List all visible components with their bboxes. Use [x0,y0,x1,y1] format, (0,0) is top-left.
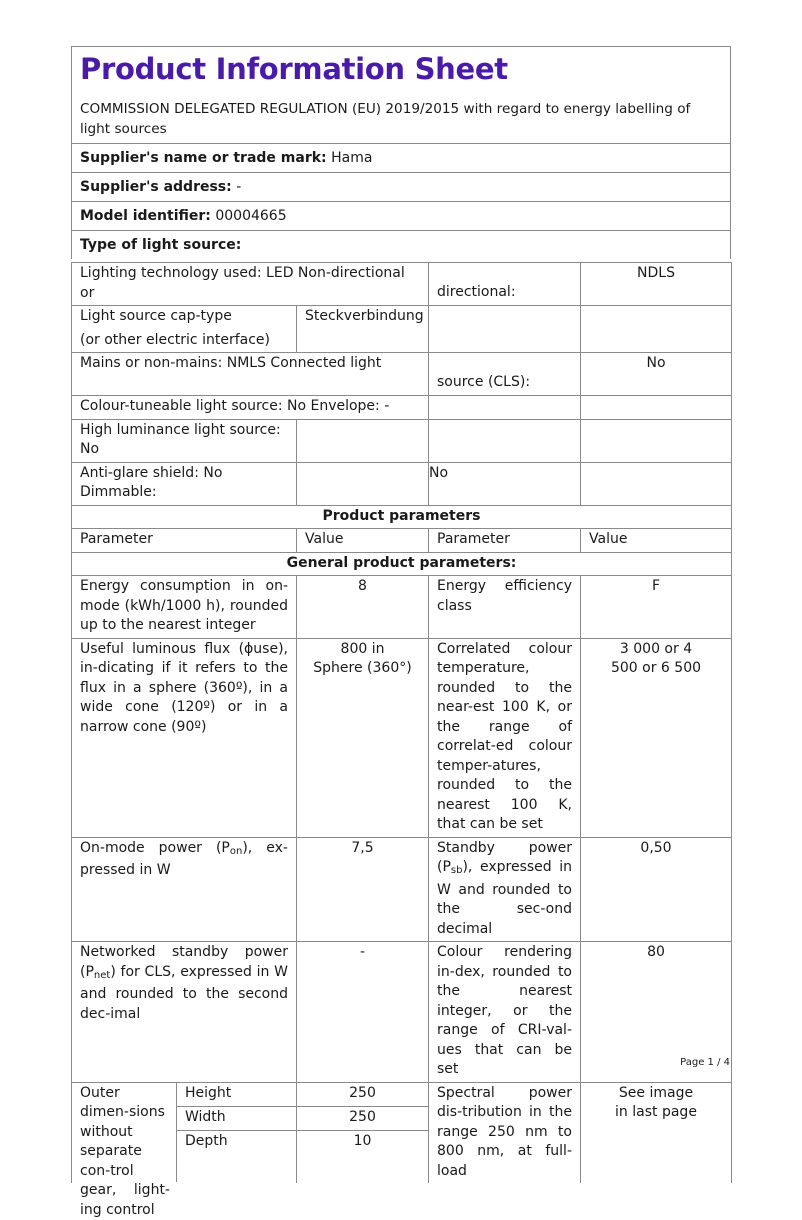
type-row [72,230,730,259]
cri-label: Colour rendering in-dex, rounded to the nearest integer, or the range of CRI-val-ues that can be set [429,942,581,1083]
luminous-flux-value [297,638,429,837]
width-label: Width [177,1107,296,1131]
general-parameters-heading: General product parameters: [72,552,732,576]
cct-value [581,638,732,837]
spec-table [71,262,732,1218]
cct-value-line1: 3 000 or 4 [619,640,693,657]
empty-cell [429,396,581,420]
col-header: Value [297,529,429,553]
standby-power-label [429,837,581,942]
lighting-tech: Lighting technology used: LED Non-directional or [72,263,429,306]
anti-glare: Anti-glare shield: No Dimmable: [72,462,297,505]
height-label: Height [177,1083,296,1107]
high-luminance: High luminance light source: No [72,419,297,462]
height-value: 250 [297,1083,428,1107]
empty-cell [429,306,581,353]
on-mode-power-label [72,837,297,942]
dimension-names [177,1083,296,1182]
model-label: Model identifier: [80,208,211,224]
flux-value-line2: Sphere (360°) [313,660,412,676]
dimmable-value: No [429,462,581,505]
cls-label: source (CLS): [429,353,581,396]
model-row [72,201,730,230]
mains-label: Mains or non-mains: NMLS Connected light [72,353,429,396]
cct-value-line2: 500 or 6 500 [610,660,702,676]
table-row [72,263,732,306]
pon-sub: on [229,845,243,857]
empty-cell [429,419,581,462]
empty-cell [581,396,732,420]
supplier-name-row [72,143,730,172]
networked-standby-label [72,942,297,1083]
empty-cell [297,462,429,505]
depth-value: 10 [353,1132,372,1149]
spectral-value [581,1082,732,1183]
empty-cell [297,419,429,462]
supplier-address-label: Supplier's address: [80,179,232,195]
cls-value: No [581,353,732,396]
efficiency-class-label: Energy efficiency class [429,576,581,639]
psb-text-b: ), expressed in W and rounded to the sec-ond decimal [437,859,572,937]
colour-tuneable: Colour-tuneable light source: No Envelope: - [72,396,429,420]
standby-power-value: 0,50 [581,837,732,942]
empty-cell [581,306,732,353]
table-row [72,576,732,639]
supplier-name: Hama [326,150,373,166]
table-row [72,529,732,553]
empty-cell [581,462,732,505]
flux-value-line1: 800 in [340,640,385,657]
depth-label: Depth [185,1132,228,1149]
table-row [72,1082,732,1183]
table-row [72,462,732,505]
cap-type-text: Light source cap-type [80,308,232,324]
table-row [72,638,732,837]
table-row [72,837,732,942]
spectral-label: Spectral power dis-tribution in the range 250 nm to 800 nm, at full-load [429,1082,581,1183]
table-row [72,942,732,1083]
page-number: Page 1 / 4 [680,1057,730,1068]
supplier-address: - [231,179,242,195]
cap-type-text-2: (or other electric interface) [80,331,270,348]
cri-value: 80 [581,942,732,1083]
directional-value: NDLS [581,263,732,306]
psb-sub: sb [450,865,463,876]
cct-label: Correlated colour temperature, rounded to the near-est 100 K, or the range of correlat-ed colour temper-atures, rounded to the nearest 100 K, that can be set [429,638,581,837]
directional-label: directional: [429,263,581,306]
table-row [72,306,732,353]
luminous-flux-label: Useful luminous flux (ɸuse), in-dicating if it refers to the flux in a sphere (360º), in a wide cone (120º) or in a narrow cone (90º) [72,638,297,837]
cap-type-label [72,306,297,353]
type-label: Type of light source: [80,237,242,253]
table-row [72,552,732,576]
regulation-text: COMMISSION DELEGATED REGULATION (EU) 2019/2015 with regard to energy labelling of light sources [80,101,691,137]
page-title: Product Information Sheet [80,52,508,86]
pnet-text-a: Networked standby power (P [80,944,288,980]
col-header: Parameter [72,529,297,553]
supplier-address-row [72,172,730,201]
table-row [72,419,732,462]
col-header: Value [581,529,732,553]
energy-consumption-value: 8 [297,576,429,639]
dimension-values [297,1082,429,1183]
energy-consumption-label: Energy consumption in on-mode (kWh/1000 h), rounded up to the nearest integer [72,576,297,639]
spd-value-line2: in last page [615,1104,697,1120]
table-row [72,505,732,529]
model-identifier: 00004665 [210,208,287,224]
width-value: 250 [297,1107,428,1131]
col-header: Parameter [429,529,581,553]
product-parameters-heading: Product parameters [72,505,732,529]
supplier-name-label: Supplier's name or trade mark: [80,150,327,166]
dimensions-cell [72,1082,297,1218]
spd-value-line1: See image [618,1084,694,1101]
efficiency-class-value: F [581,576,732,639]
table-row [72,353,732,396]
cap-type-value: Steckverbindung [297,306,429,353]
dimensions-label: Outer dimen-sions without separate con-trol gear, light-ing control [72,1083,177,1182]
pnet-text-b: ) for CLS, expressed in W and rounded to the second dec-imal [80,963,288,1022]
empty-cell [581,419,732,462]
networked-standby-value: - [297,942,429,1083]
psb-text-a: Standby power (P [437,839,572,875]
pnet-sub: net [93,969,111,981]
pon-text-a: On-mode power (P [80,839,230,856]
pon-text-b: ), ex-pressed in W [80,839,288,878]
on-mode-power-value: 7,5 [297,837,429,942]
header-frame [71,46,731,259]
table-row [72,396,732,420]
